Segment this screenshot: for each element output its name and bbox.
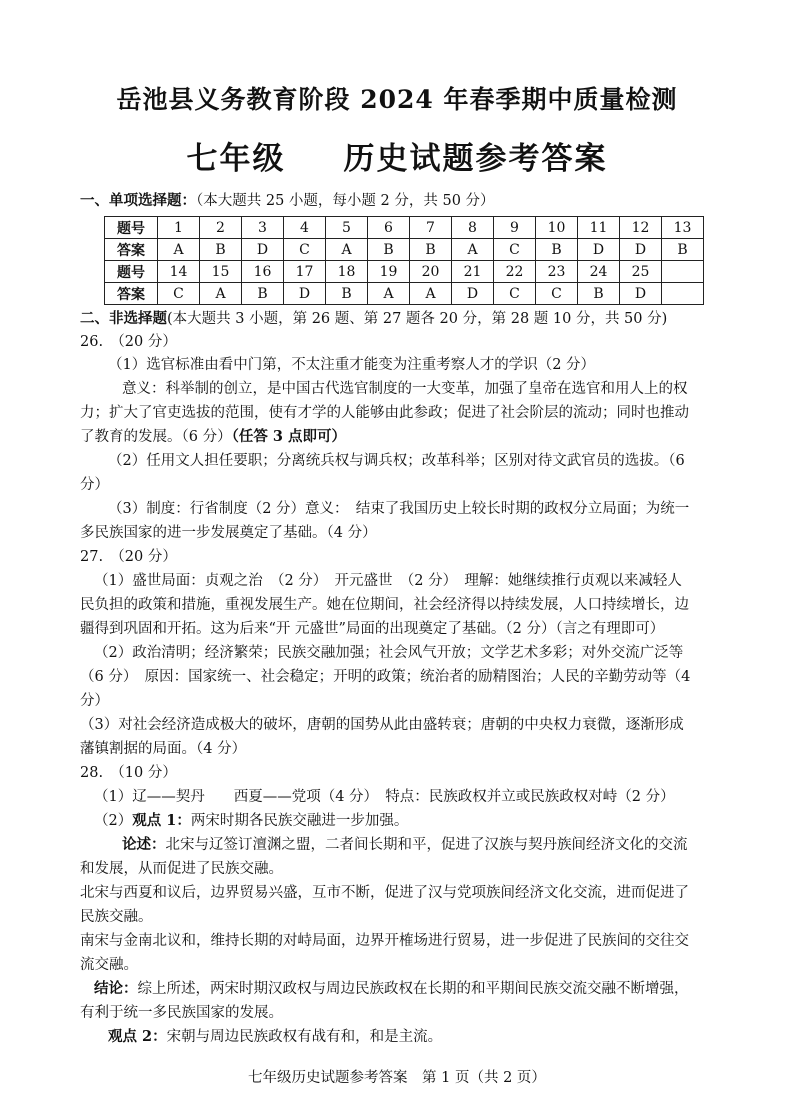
q28-line: 民族交融。 [80, 909, 153, 925]
question-number-cell: 22 [494, 261, 536, 283]
row-label: 题号 [105, 217, 158, 239]
section1-label: 一、单项选择题： [80, 192, 196, 209]
q28-text: 两宋时期各民族交融进一步加强。 [190, 813, 409, 829]
answer-letter-cell: A [200, 283, 242, 305]
q26-line: 分） [80, 477, 109, 493]
q28-text: 北宋与辽签订澶渊之盟，二者间长期和平，促进了汉族与契丹族间经济文化的交流 [165, 837, 688, 853]
question-number-cell: 16 [242, 261, 284, 283]
q27-line: 分） [80, 693, 109, 709]
subject-label: 历史试题参考答案 [343, 141, 608, 177]
q26-text: 了教育的发展。（6 分） [80, 429, 232, 445]
question-number-cell: 17 [284, 261, 326, 283]
question-number-cell: 21 [452, 261, 494, 283]
row-label: 答案 [105, 239, 158, 261]
answer-letter-cell: A [368, 283, 410, 305]
q27-heading: 27. （20 分） [80, 549, 177, 565]
answer-letter-cell: B [662, 239, 704, 261]
answer-letter-cell: A [410, 283, 452, 305]
question-number-cell: 25 [620, 261, 662, 283]
answer-letter-cell: A [158, 239, 200, 261]
question-number-cell: 23 [536, 261, 578, 283]
question-number-cell: 7 [410, 217, 452, 239]
table-row-answer-2 [105, 283, 704, 305]
question-number-cell: 20 [410, 261, 452, 283]
question-number-cell: 5 [326, 217, 368, 239]
q28-line [94, 978, 689, 1000]
q26-line: （1）选官标准由看中门第，不太注重才能变为注重考察人才的学识（2 分） [108, 357, 596, 373]
q28-text: 宋朝与周边民族政权有战有和，和是主流。 [166, 1029, 443, 1045]
grade-label: 七年级 [186, 141, 286, 177]
q28-line: 流交融。 [80, 957, 138, 973]
answer-letter-cell: A [452, 239, 494, 261]
answer-letter-cell: D [452, 283, 494, 305]
question-number-cell: 13 [662, 217, 704, 239]
answer-letter-cell: B [410, 239, 452, 261]
answer-letter-cell: C [494, 283, 536, 305]
answer-letter-cell: B [200, 239, 242, 261]
q28-line: 南宋与金南北议和，维持长期的对峙局面，边界开榷场进行贸易，进一步促进了民族间的交往交 [80, 933, 689, 949]
answer-letter-cell: D [578, 239, 620, 261]
page-footer: 七年级历史试题参考答案 第 1 页（共 2 页） [248, 1070, 546, 1086]
question-number-cell: 14 [158, 261, 200, 283]
q28-text: （2） [94, 813, 133, 829]
question-number-cell: 6 [368, 217, 410, 239]
q27-line: 藩镇割据的局面。（4 分） [80, 741, 247, 757]
q27-line: 疆得到巩固和开拓。这为后来“开 元盛世”局面的出现奠定了基础。（2 分）（言之有理即可） [80, 621, 665, 637]
answer-letter-cell: C [494, 239, 536, 261]
question-number-cell: 24 [578, 261, 620, 283]
q28-line: 北宋与西夏和议后，边界贸易兴盛，互市不断，促进了汉与党项族间经济文化交流，进而促进了 [80, 885, 689, 901]
q28-line: 有利于统一多民族国家的发展。 [80, 1005, 283, 1021]
q28-line [94, 810, 408, 832]
question-number-cell: 8 [452, 217, 494, 239]
q26-line: （3）制度：行省制度（2 分）意义： 结束了我国历史上较长时期的政权分立局面；为统一 [108, 501, 690, 517]
q27-line: （3）对社会经济造成极大的破坏，唐朝的国势从此由盛转衰；唐朝的中央权力衰微，逐渐形成 [80, 717, 684, 733]
viewpoint-1-label: 观点 1： [132, 812, 191, 829]
q27-line: （6 分） 原因：国家统一、社会稳定；开明的政策；统治者的励精图治；人民的辛勤劳动等（4 [80, 669, 691, 685]
answer-letter-cell: D [284, 283, 326, 305]
conclusion-label: 结论： [94, 980, 138, 997]
q26-line: （2）任用文人担任要职；分离统兵权与调兵权；改革科举；区别对待文武官员的选拔。（6 [108, 453, 685, 469]
q26-note: （任答 3 点即可） [231, 428, 347, 445]
q26-line: 力；扩大了官吏选拔的范围，使有才学的人能够由此参政；促进了社会阶层的流动；同时也推动 [80, 405, 689, 421]
section2-heading [80, 308, 667, 330]
answer-letter-cell: B [536, 239, 578, 261]
answer-letter-cell: D [620, 283, 662, 305]
section1-note: （本大题共 25 小题，每小题 2 分，共 50 分） [196, 193, 495, 209]
question-number-cell: 9 [494, 217, 536, 239]
question-number-cell: 12 [620, 217, 662, 239]
q26-line: 多民族国家的进一步发展奠定了基础。（4 分） [80, 525, 377, 541]
table-row-question-2 [105, 261, 704, 283]
answer-letter-cell: C [284, 239, 326, 261]
question-number-cell: 11 [578, 217, 620, 239]
q27-line: （2）政治清明；经济繁荣；民族交融加强；社会风气开放；文学艺术多彩；对外交流广泛等 [94, 645, 684, 661]
q28-line: 和发展，从而促进了民族交融。 [80, 861, 283, 877]
answer-letter-cell: D [242, 239, 284, 261]
question-number-cell: 19 [368, 261, 410, 283]
section2-note: (本大题共 3 小题，第 26 题、第 27 题各 20 分，第 28 题 10 分，共 50 分) [167, 311, 668, 327]
answer-letter-cell: B [368, 239, 410, 261]
q28-line: （1）辽——契丹 西夏——党项（4 分） 特点：民族政权并立或民族政权对峙（2 分） [94, 789, 675, 805]
question-number-cell: 15 [200, 261, 242, 283]
table-row-answer-1 [105, 239, 704, 261]
q26-line [80, 426, 346, 448]
row-label: 答案 [105, 283, 158, 305]
question-number-cell: 18 [326, 261, 368, 283]
q28-text: 综上所述，两宋时期汉政权与周边民族政权在长期的和平期间民族交流交融不断增强， [137, 981, 689, 997]
answer-letter-cell: B [242, 283, 284, 305]
answer-letter-cell: A [326, 239, 368, 261]
argument-label: 论述： [122, 836, 166, 853]
answer-letter-cell: B [326, 283, 368, 305]
answer-table [104, 216, 704, 305]
q27-line: （1）盛世局面：贞观之治 （2 分） 开元盛世 （2 分） 理解：她继续推行贞观以来减轻人 [94, 573, 682, 589]
q26-line: 意义：科举制的创立，是中国古代选官制度的一大变革，加强了皇帝在选官和用人上的权 [122, 381, 688, 397]
q27-line: 民负担的政策和措施，重视发展生产。她在位期间，社会经济得以持续发展，人口持续增长，边 [80, 597, 689, 613]
table-row-question-1 [105, 217, 704, 239]
row-label: 题号 [105, 261, 158, 283]
section2-label: 二、非选择题 [80, 310, 167, 327]
question-number-cell: 4 [284, 217, 326, 239]
question-number-cell: 10 [536, 217, 578, 239]
viewpoint-2-label: 观点 2： [108, 1028, 167, 1045]
question-number-cell: 1 [158, 217, 200, 239]
answer-letter-cell [662, 283, 704, 305]
answer-letter-cell: B [578, 283, 620, 305]
answer-letter-cell: D [620, 239, 662, 261]
answer-letter-cell: C [158, 283, 200, 305]
exam-title: 岳池县义务教育阶段 2024 年春季期中质量检测 [116, 85, 678, 114]
answer-letter-cell: C [536, 283, 578, 305]
question-number-cell: 3 [242, 217, 284, 239]
section1-heading [80, 190, 495, 212]
q26-heading: 26. （20 分） [80, 334, 177, 350]
question-number-cell: 2 [200, 217, 242, 239]
q28-heading: 28. （10 分） [80, 765, 177, 781]
question-number-cell [662, 261, 704, 283]
q28-line [108, 1026, 442, 1048]
document-subtitle [0, 133, 794, 178]
q28-line [122, 834, 688, 856]
